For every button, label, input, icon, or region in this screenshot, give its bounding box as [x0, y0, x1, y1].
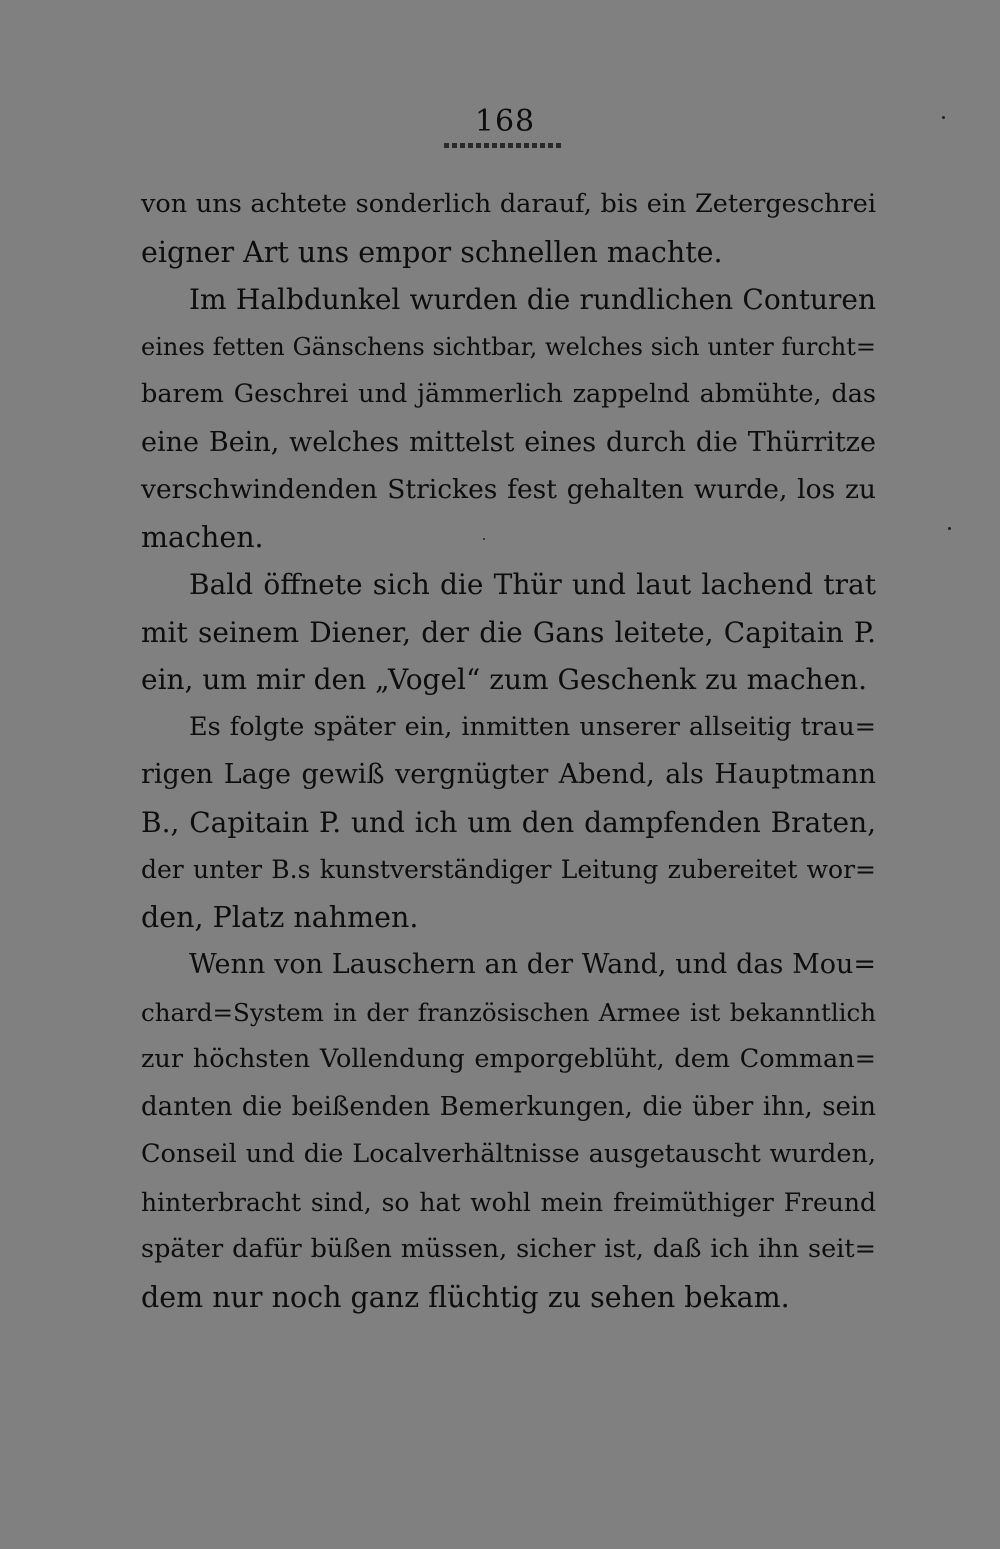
text-line: Wenn von Lauschern an der Wand, und das Mou=	[189, 949, 876, 980]
text-line: machen.	[141, 520, 264, 554]
scan-speck	[942, 116, 945, 119]
text-line: Conseil und die Localverhältnisse ausgetauscht wurden,	[141, 1139, 876, 1169]
text-line: Es folgte später ein, inmitten unserer allseitig trau=	[189, 711, 876, 742]
text-line: Im Halbdunkel wurden die rundlichen Conturen	[189, 283, 876, 316]
text-line: verschwindenden Strickes fest gehalten wurde, los zu	[141, 474, 876, 505]
text-line: rigen Lage gewiß vergnügter Abend, als Hauptmann	[141, 759, 876, 790]
scan-speck	[483, 538, 485, 540]
text-line: eigner Art uns empor schnellen machte.	[141, 235, 723, 269]
text-line: später dafür büßen müssen, sicher ist, daß ich ihn seit=	[141, 1234, 876, 1264]
text-line: der unter B.s kunstverständiger Leitung zubereitet wor=	[141, 855, 876, 884]
text-line: barem Geschrei und jämmerlich zappelnd abmühte, das	[141, 379, 876, 409]
text-line: mit seinem Diener, der die Gans leitete, Capitain P.	[141, 615, 876, 649]
text-line: eines fetten Gänschens sichtbar, welches sich unter furcht=	[141, 332, 876, 361]
text-line: von uns achtete sonderlich darauf, bis ein Zetergeschrei	[141, 189, 876, 219]
text-line: den, Platz nahmen.	[141, 900, 419, 934]
text-line: chard=System in der französischen Armee ist bekanntlich	[141, 997, 876, 1027]
text-line: eine Bein, welches mittelst eines durch die Thürritze	[141, 426, 876, 458]
text-line: ein, um mir den „Vogel“ zum Geschenk zu machen.	[141, 663, 868, 696]
text-line: dem nur noch ganz flüchtig zu sehen bekam.	[141, 1280, 790, 1314]
page-number: 168	[474, 104, 536, 139]
text-line: B., Capitain P. und ich um den dampfenden Braten,	[141, 805, 876, 839]
page-number-ornament	[444, 143, 564, 148]
text-line: danten die beißenden Bemerkungen, die über ihn, sein	[141, 1091, 876, 1122]
scan-speck	[948, 527, 951, 530]
text-line: Bald öffnete sich die Thür und laut lachend trat	[189, 568, 876, 601]
body-text	[141, 181, 876, 1321]
text-line: zur höchsten Vollendung emporgeblüht, dem Comman=	[141, 1044, 876, 1074]
text-line: hinterbracht sind, so hat wohl mein freimüthiger Freund	[141, 1187, 876, 1217]
